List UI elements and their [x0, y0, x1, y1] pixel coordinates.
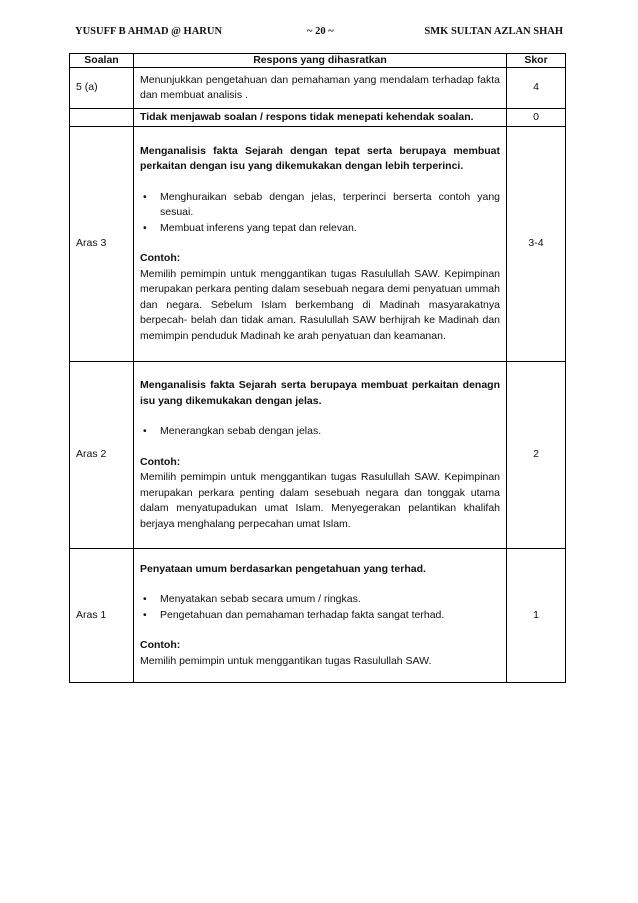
list-item: • Pengetahuan dan pemahaman terhadap fakta sangat terhad. [160, 608, 500, 624]
question-score: 4 [507, 68, 566, 109]
aras3-score: 3-4 [507, 127, 566, 362]
question-label: 5 (a) [70, 68, 134, 109]
aras3-bullet-list [140, 190, 500, 237]
no-answer-empty-cell [70, 109, 134, 127]
aras2-bullet-list [140, 424, 500, 440]
aras1-heading: Penyataan umum berdasarkan pengetahuan yang terhad. [140, 562, 426, 575]
page-header [75, 26, 563, 40]
aras2-response [134, 362, 507, 549]
header-page-number: ~ 20 ~ [307, 26, 334, 37]
col-skor-header: Skor [507, 54, 566, 68]
aras3-contoh-text: Memilih pemimpin untuk menggantikan tugas Rasulullah SAW. Kepimpinan merupakan perkara penting dalam sesebuah negara demi penyatuan ummah dan negara. Sebelum Islam berkembang di Madinah masyarakatnya berpecah- belah dan tidak aman. Rasulullah SAW berhijrah ke Madinah dan memimpin penduduk Madinah ke arah penyatuan dan keamanan. [140, 267, 500, 342]
aras3-response [134, 127, 507, 362]
marking-scheme-table [69, 53, 566, 683]
aras2-heading: Menganalisis fakta Sejarah serta berupaya membuat perkaitan denagn isu yang dikemukakan dengan jelas. [140, 379, 500, 407]
header-school: SMK SULTAN AZLAN SHAH [424, 26, 563, 37]
table-header-row [70, 54, 566, 68]
list-item: • Menyatakan sebab secara umum / ringkas. [160, 592, 500, 608]
no-answer-score: 0 [507, 109, 566, 127]
aras1-contoh-label: Contoh: [140, 639, 181, 652]
aras1-contoh-text: Memilih pemimpin untuk menggantikan tugas Rasulullah SAW. [140, 654, 432, 667]
aras3-row [70, 127, 566, 362]
no-answer-text: Tidak menjawab soalan / respons tidak menepati kehendak soalan. [134, 109, 507, 127]
aras2-label: Aras 2 [70, 362, 134, 549]
question-text: Menunjukkan pengetahuan dan pemahaman yang mendalam terhadap fakta dan membuat analisis . [134, 68, 507, 109]
col-respons-header: Respons yang dihasratkan [134, 54, 507, 68]
aras1-response [134, 549, 507, 683]
list-item: • Menghuraikan sebab dengan jelas, terperinci berserta contoh yang sesuai. [160, 190, 500, 221]
aras2-row [70, 362, 566, 549]
aras2-contoh-label: Contoh: [140, 455, 181, 468]
aras1-row [70, 549, 566, 683]
question-row [70, 68, 566, 109]
aras3-contoh-label: Contoh: [140, 252, 181, 265]
aras1-label: Aras 1 [70, 549, 134, 683]
header-author: YUSUFF B AHMAD @ HARUN [75, 26, 223, 37]
aras1-bullet-list [140, 592, 500, 623]
aras3-label: Aras 3 [70, 127, 134, 362]
list-item: • Menerangkan sebab dengan jelas. [160, 424, 500, 440]
col-soalan-header: Soalan [70, 54, 134, 68]
list-item: • Membuat inferens yang tepat dan relevan. [160, 221, 500, 237]
aras2-contoh-text: Memilih pemimpin untuk menggantikan tugas Rasulullah SAW. Kepimpinan merupakan perkara penting dalam sesebuah negara dan tonggak utama dalam menyatupadukan umat Islam. Menyegerakan pelantikan khalifah berjaya menghalang perpecahan umat Islam. [140, 471, 500, 530]
aras3-heading: Menganalisis fakta Sejarah dengan tepat serta berupaya membuat perkaitan dengan isu yang dikemukakan dengan lebih terperinci. [140, 144, 500, 173]
aras2-score: 2 [507, 362, 566, 549]
no-answer-row [70, 109, 566, 127]
aras1-score: 1 [507, 549, 566, 683]
